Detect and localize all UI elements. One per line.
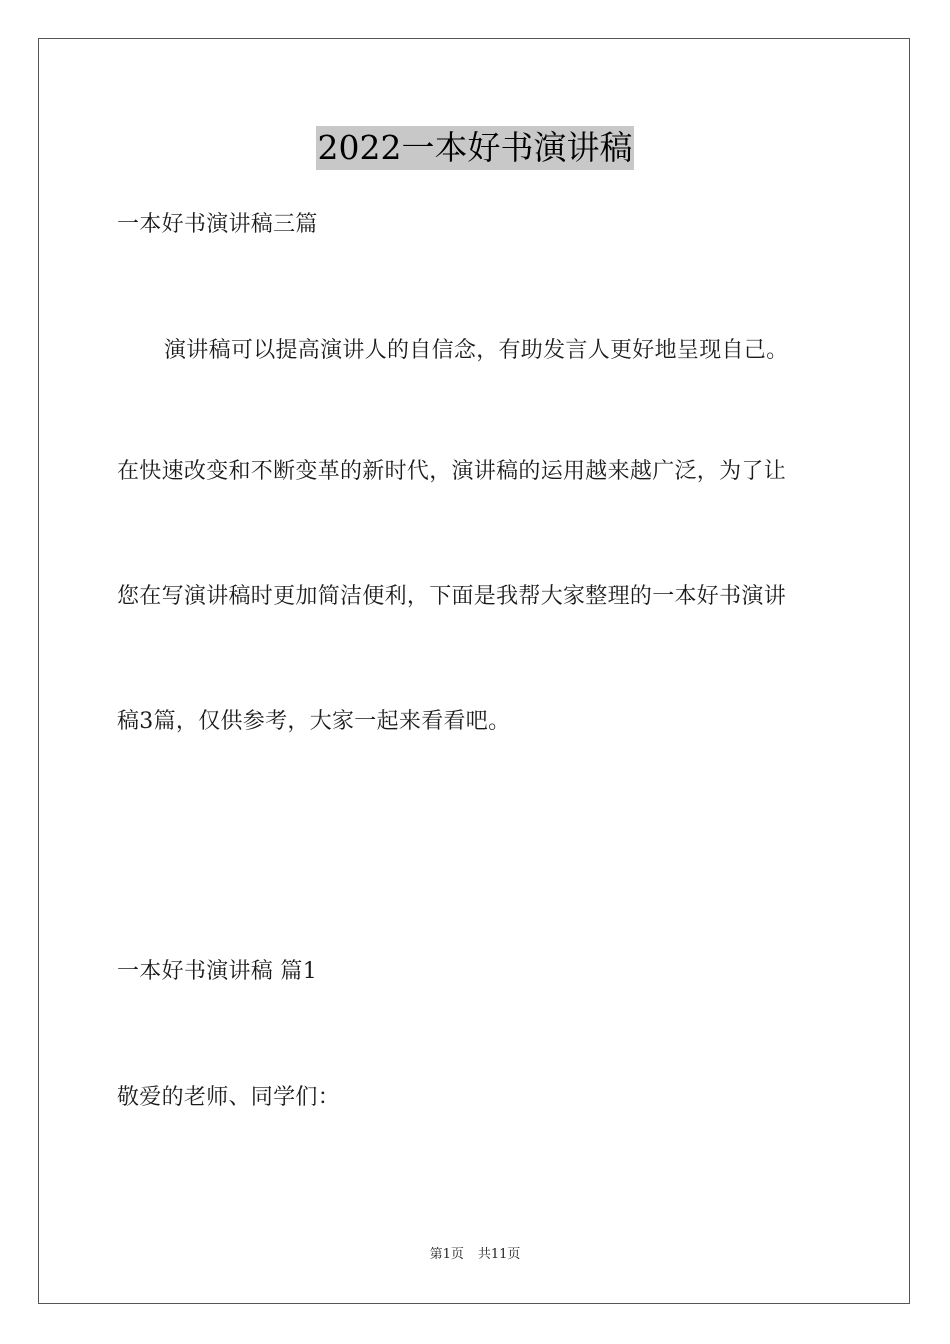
page-total: 共11页 <box>477 1247 521 1262</box>
document-title: 2022一本好书演讲稿 <box>316 126 635 170</box>
intro-line-3: 您在写演讲稿时更加简洁便利，下面是我帮大家整理的一本好书演讲 <box>117 584 787 609</box>
intro-line-2: 在快速改变和不断变革的新时代，演讲稿的运用越来越广泛，为了让 <box>117 459 787 484</box>
section-heading: 一本好书演讲稿 篇1 <box>117 959 317 984</box>
page-number: 第1页 <box>429 1247 464 1262</box>
greeting: 敬爱的老师、同学们： <box>117 1085 341 1110</box>
document-subtitle: 一本好书演讲稿三篇 <box>117 212 318 237</box>
title-block <box>0 126 950 170</box>
intro-line-4: 稿3篇，仅供参考，大家一起来看看吧。 <box>117 709 511 734</box>
page-footer <box>0 1246 950 1264</box>
intro-line-1: 演讲稿可以提高演讲人的自信念，有助发言人更好地呈现自己。 <box>164 338 789 363</box>
